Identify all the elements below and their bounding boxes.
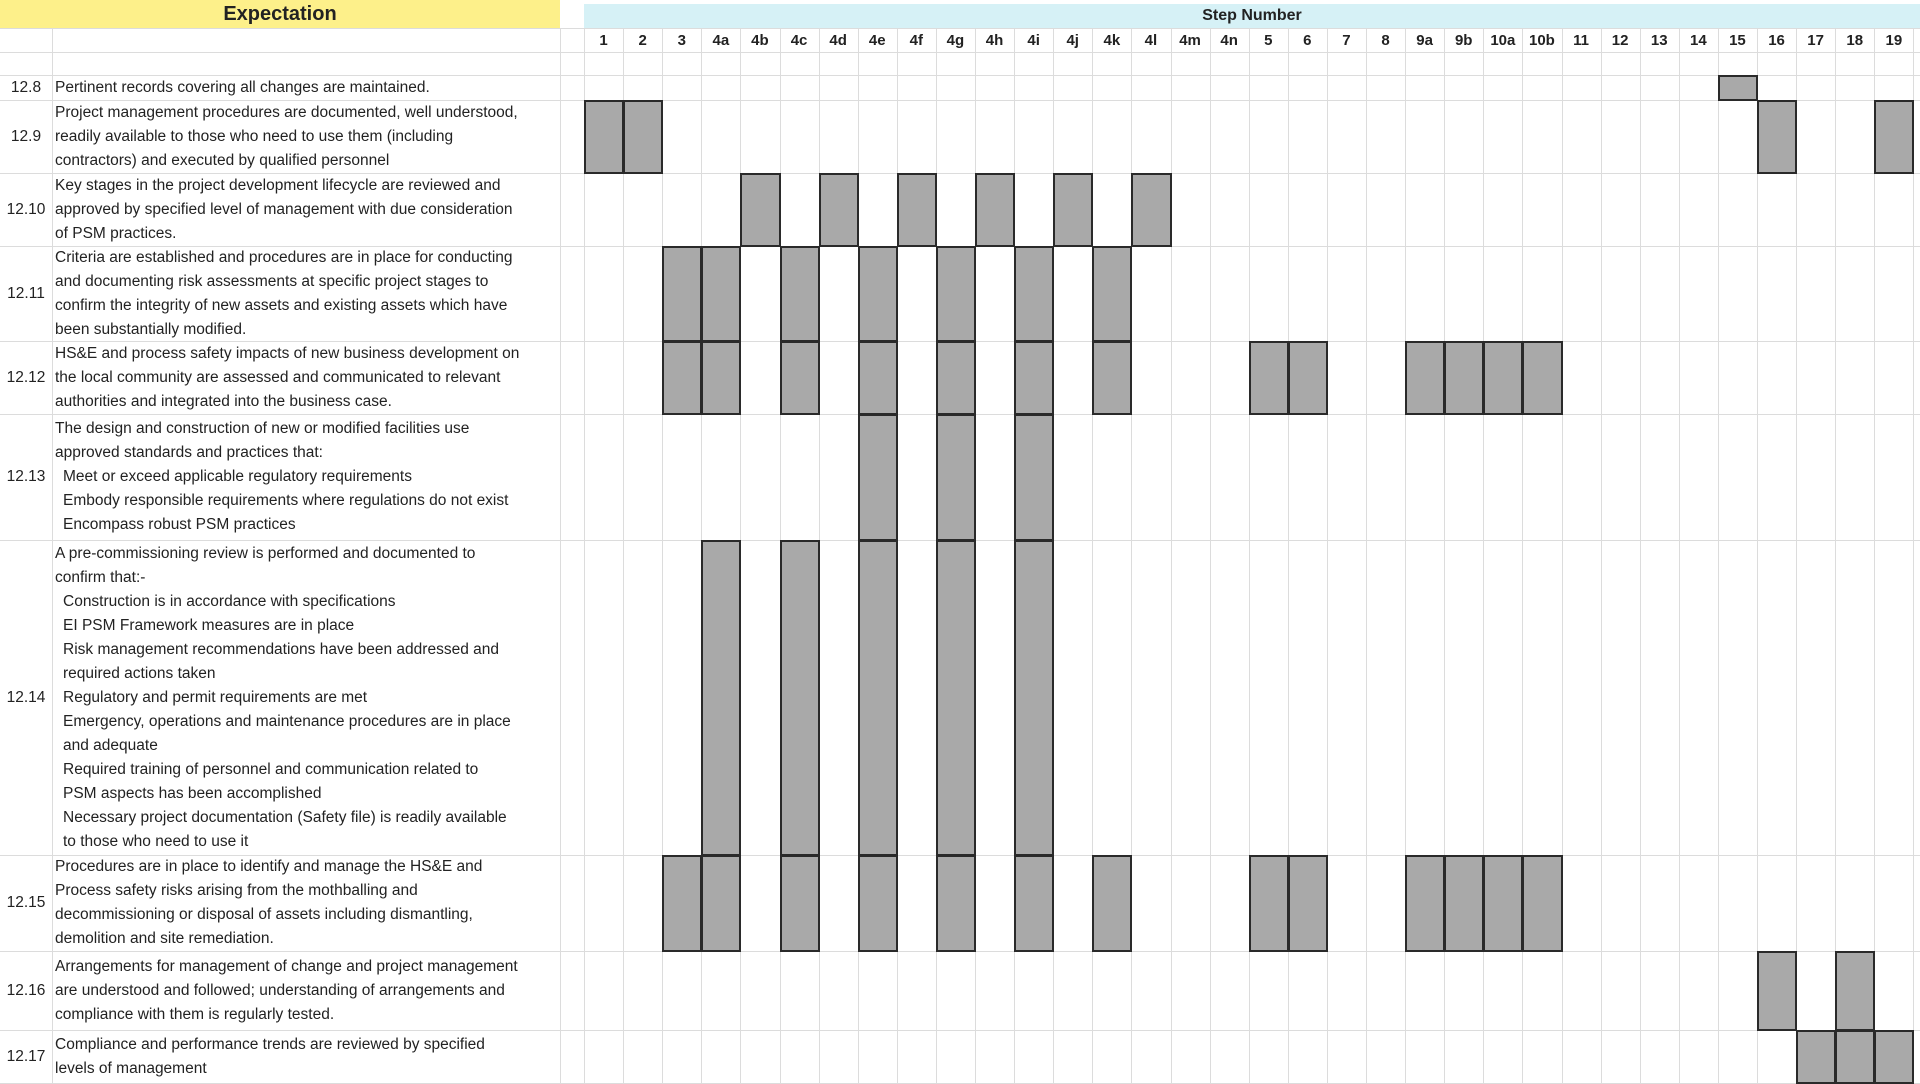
expectation-line: Necessary project documentation (Safety file) is readily available [63,808,507,826]
expectation-header: Expectation [0,0,560,28]
step-mark-12.16-18 [1835,951,1875,1031]
grid-line-vertical [1835,28,1836,1083]
step-header-19: 19 [1885,31,1903,49]
step-mark-12.10-4l [1131,173,1172,247]
expectation-line: contractors) and executed by qualified personnel [55,151,390,169]
step-mark-12.15-9a [1405,855,1445,952]
row-number: 12.11 [7,284,45,302]
expectation-text [55,246,560,341]
step-mark-12.11-4e [858,246,898,342]
step-header-4k: 4k [1103,31,1121,49]
step-mark-12.12-4a [701,341,741,415]
step-header-4f: 4f [909,31,924,49]
step-header-5: 5 [1264,31,1273,49]
step-header-1: 1 [599,31,608,49]
step-mark-12.10-4h [975,173,1015,247]
expectation-line: Meet or exceed applicable regulatory requirements [63,468,412,485]
row-number: 12.9 [10,127,42,145]
step-header-8: 8 [1381,31,1390,49]
step-header-12: 12 [1611,31,1629,49]
step-header-9b: 9b [1454,31,1473,49]
step-number-header: Step Number [584,4,1920,28]
step-header-4b: 4b [751,31,769,49]
step-mark-12.15-4e [858,855,898,952]
row-number: 12.13 [6,468,46,485]
expectation-line: decommissioning or disposal of assets including dismantling, [55,906,473,923]
step-mark-12.14-4a [701,540,741,856]
expectation-line: Construction is in accordance with specifications [63,592,396,610]
step-mark-12.15-6 [1288,855,1328,952]
step-mark-12.9-19 [1874,100,1914,174]
grid-line-horizontal [0,52,1920,53]
step-mark-12.12-9b [1444,341,1484,415]
expectation-line: demolition and site remediation. [55,930,274,947]
grid-line-vertical [1757,28,1758,1083]
step-mark-12.9-16 [1757,100,1797,174]
step-mark-12.17-19 [1874,1030,1914,1084]
step-header-4c: 4c [790,31,808,49]
expectation-text [55,414,560,540]
step-header-10a: 10a [1490,31,1516,49]
expectation-line: Key stages in the project development lifecycle are reviewed and [55,176,501,194]
step-mark-12.12-4i [1014,341,1054,415]
expectation-text [55,951,560,1030]
expectation-line: required actions taken [63,664,216,682]
step-mark-12.17-18 [1835,1030,1875,1084]
expectation-line: Project management procedures are documented, well understood, [55,103,518,121]
row-number: 12.10 [6,200,46,218]
expectation-line: Embody responsible requirements where regulations do not exist [63,492,509,509]
step-mark-12.12-4g [936,341,976,415]
step-mark-12.9-1 [584,100,624,174]
step-mark-12.11-4g [936,246,976,342]
expectation-line: the local community are assessed and communicated to relevant [55,368,501,386]
step-header-15: 15 [1729,31,1746,49]
step-mark-12.13-4e [858,414,898,541]
grid-line-vertical [1796,28,1797,1083]
step-header-17: 17 [1807,31,1824,49]
step-mark-12.9-2 [623,100,663,174]
step-mark-12.15-4g [936,855,976,952]
expectation-line: of PSM practices. [55,224,177,242]
grid-line-vertical [1913,28,1914,1083]
step-header-4j: 4j [1066,31,1079,49]
expectation-text [55,1030,560,1083]
step-header-3: 3 [677,31,686,49]
grid-line-vertical [52,28,53,1083]
expectation-text [55,75,560,100]
grid-line-vertical [1601,28,1602,1083]
step-header-14: 14 [1690,31,1707,49]
step-mark-12.14-4g [936,540,976,856]
step-mark-12.13-4g [936,414,976,541]
step-mark-12.12-5 [1249,341,1289,415]
row-number: 12.17 [6,1047,46,1065]
expectation-line: Criteria are established and procedures are in place for conducting [55,248,513,266]
step-mark-12.14-4e [858,540,898,856]
step-header-4h: 4h [985,31,1004,49]
expectation-line: Compliance and performance trends are reviewed by specified [55,1035,485,1053]
expectation-line: been substantially modified. [55,320,247,338]
expectation-line: Required training of personnel and communication related to [63,760,479,778]
step-header-4m: 4m [1179,31,1201,49]
expectation-line: Risk management recommendations have been addressed and [63,640,499,658]
expectation-line: confirm that:- [55,568,146,586]
step-mark-12.12-10a [1483,341,1523,415]
expectation-line: authorities and integrated into the business case. [55,392,392,410]
step-mark-12.10-4f [897,173,937,247]
grid-line-vertical [1210,28,1211,1083]
step-mark-12.17-17 [1796,1030,1836,1084]
step-mark-12.12-6 [1288,341,1328,415]
expectation-text [55,540,560,855]
expectation-line: approved by specified level of management with due consideration [55,200,513,218]
step-mark-12.12-4k [1092,341,1132,415]
step-mark-12.12-4c [780,341,820,415]
step-header-2: 2 [638,31,647,49]
expectation-line: and adequate [63,736,158,754]
step-mark-12.10-4b [740,173,781,247]
expectation-line: and documenting risk assessments at specific project stages to [55,272,489,290]
step-header-4l: 4l [1144,31,1158,49]
row-number: 12.15 [6,894,46,911]
expectation-line: PSM aspects has been accomplished [63,784,322,802]
step-mark-12.8-15 [1718,75,1758,101]
expectation-line: Procedures are in place to identify and manage the HS&E and [55,858,483,875]
expectation-line: approved standards and practices that: [55,444,323,461]
expectation-line: to those who need to use it [63,832,249,850]
step-mark-12.15-10b [1522,855,1563,952]
step-header-13: 13 [1650,31,1668,49]
step-header-18: 18 [1846,31,1864,49]
grid-line-vertical [1718,28,1719,1083]
step-mark-12.11-4c [780,246,820,342]
step-header-4i: 4i [1027,31,1040,49]
expectation-line: readily available to those who need to use them (including [55,127,454,145]
step-header-6: 6 [1303,31,1312,49]
step-mark-12.14-4i [1014,540,1054,856]
step-mark-12.13-4i [1014,414,1054,541]
step-mark-12.15-4c [780,855,820,952]
expectation-text [55,100,560,173]
step-mark-12.14-4c [780,540,820,856]
row-number: 12.12 [6,368,46,386]
step-mark-12.15-9b [1444,855,1484,952]
step-mark-12.10-4d [819,173,859,247]
step-header-10b: 10b [1529,31,1555,49]
row-number: 12.16 [6,981,46,999]
grid-line-vertical [1366,28,1367,1083]
step-mark-12.16-16 [1757,951,1797,1031]
step-mark-12.11-4k [1092,246,1132,342]
step-header-11: 11 [1573,31,1589,49]
grid-line-vertical [1640,28,1641,1083]
expectation-line: Pertinent records covering all changes are maintained. [55,78,430,96]
expectation-line: Emergency, operations and maintenance procedures are in place [63,712,511,730]
expectation-line: compliance with them is regularly tested. [55,1005,335,1023]
step-mark-12.12-4e [858,341,898,415]
step-mark-12.15-4a [701,855,741,952]
step-header-4e: 4e [868,31,886,49]
step-header-4n: 4n [1220,31,1238,49]
expectation-line: levels of management [55,1059,207,1077]
expectation-text [55,855,560,951]
grid-line-vertical [623,28,624,1083]
step-mark-12.12-3 [662,341,702,415]
step-mark-12.11-4a [701,246,741,342]
step-mark-12.11-4i [1014,246,1054,342]
step-mark-12.12-10b [1522,341,1563,415]
step-header-4d: 4d [829,31,847,49]
expectation-line: HS&E and process safety impacts of new business development on [55,344,520,362]
expectation-line: EI PSM Framework measures are in place [63,616,355,634]
expectation-text [55,341,560,414]
expectation-line: confirm the integrity of new assets and existing assets which have [55,296,508,314]
step-mark-12.15-5 [1249,855,1289,952]
step-mark-12.11-3 [662,246,702,342]
step-mark-12.15-4i [1014,855,1054,952]
step-header-4a: 4a [712,31,730,49]
expectation-line: The design and construction of new or modified facilities use [55,420,470,437]
expectation-line: Encompass robust PSM practices [63,516,296,533]
grid-line-vertical [1874,28,1875,1083]
step-header-4g: 4g [946,31,965,49]
grid-line-vertical [584,28,585,1083]
step-header-16: 16 [1768,31,1785,49]
step-header-7: 7 [1342,31,1351,49]
step-mark-12.12-9a [1405,341,1445,415]
step-mark-12.15-3 [662,855,702,952]
grid-line-vertical [560,28,561,1083]
expectation-line: Regulatory and permit requirements are met [63,688,368,706]
expectation-line: Arrangements for management of change and project management [55,957,518,975]
step-mark-12.15-10a [1483,855,1523,952]
step-mark-12.15-4k [1092,855,1132,952]
expectation-line: Process safety risks arising from the mothballing and [55,882,418,899]
grid-line-vertical [1679,28,1680,1083]
expectation-line: A pre-commissioning review is performed and documented to [55,544,476,562]
step-header-9a: 9a [1416,31,1433,49]
step-mark-12.10-4j [1053,173,1093,247]
row-number: 12.8 [10,78,42,96]
expectation-line: are understood and followed; understanding of arrangements and [55,981,505,999]
row-number: 12.14 [6,688,46,706]
expectation-text [55,173,560,246]
